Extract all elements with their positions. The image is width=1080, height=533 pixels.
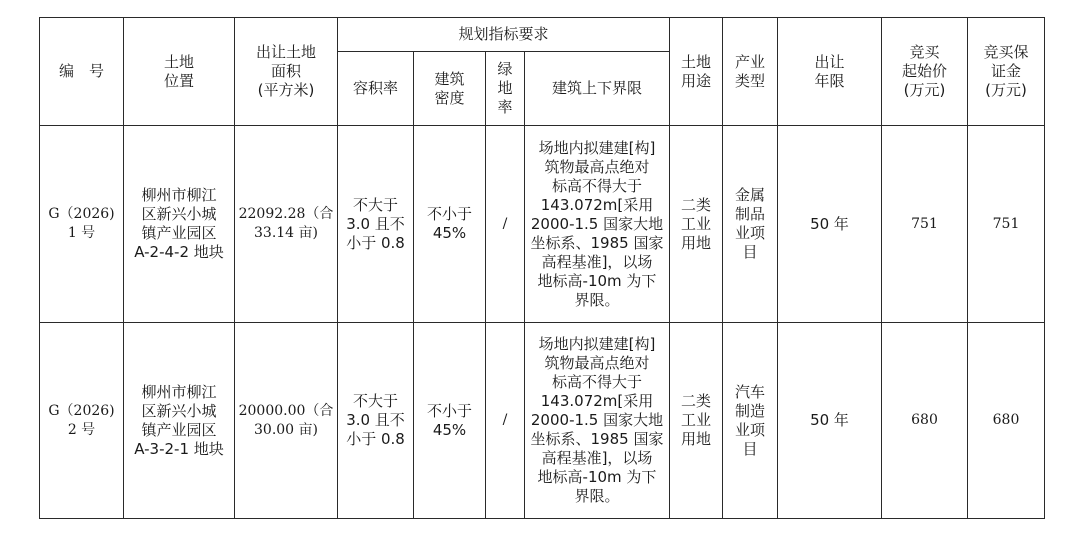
cell-density: 不小于 45% — [414, 126, 486, 323]
cell-industry: 汽车 制造 业项 目 — [723, 323, 778, 519]
header-green: 绿 地 率 — [486, 52, 525, 126]
cell-start-price: 680 — [882, 323, 968, 519]
cell-use: 二类 工业 用地 — [670, 323, 723, 519]
header-term: 出让 年限 — [778, 18, 882, 126]
cell-term: 50 年 — [778, 126, 882, 323]
cell-density: 不小于 45% — [414, 323, 486, 519]
table-row — [40, 126, 1045, 323]
table-row — [40, 323, 1045, 519]
cell-start-price: 751 — [882, 126, 968, 323]
cell-far: 不大于 3.0 且不 小于 0.8 — [338, 323, 414, 519]
land-parcel-table-wrapper — [39, 17, 1045, 519]
header-start-price: 竞买 起始价 (万元) — [882, 18, 968, 126]
cell-term: 50 年 — [778, 323, 882, 519]
cell-height: 场地内拟建建[构] 筑物最高点绝对 标高不得大于 143.072m[采用 2000-1.5 国家大地 坐标系、1985 国家 高程基准]，以场 地标高-10m 为下 界限。 — [525, 126, 670, 323]
cell-area: 20000.00（合 30.00 亩) — [235, 323, 338, 519]
header-no: 编 号 — [40, 18, 124, 126]
header-area: 出让土地 面积 (平方米) — [235, 18, 338, 126]
cell-no: G（2026) 1 号 — [40, 126, 124, 323]
header-row-1 — [40, 18, 1045, 52]
header-use: 土地 用途 — [670, 18, 723, 126]
header-height: 建筑上下界限 — [525, 52, 670, 126]
cell-no: G（2026) 2 号 — [40, 323, 124, 519]
cell-location: 柳州市柳江 区新兴小城 镇产业园区 A-2-4-2 地块 — [124, 126, 235, 323]
cell-green: / — [486, 323, 525, 519]
header-location: 土地 位置 — [124, 18, 235, 126]
land-parcel-table — [39, 17, 1045, 519]
cell-use: 二类 工业 用地 — [670, 126, 723, 323]
cell-deposit: 680 — [968, 323, 1045, 519]
cell-industry: 金属 制品 业项 目 — [723, 126, 778, 323]
cell-height: 场地内拟建建[构] 筑物最高点绝对 标高不得大于 143.072m[采用 2000-1.5 国家大地 坐标系、1985 国家 高程基准]，以场 地标高-10m 为下 界限。 — [525, 323, 670, 519]
cell-deposit: 751 — [968, 126, 1045, 323]
header-far: 容积率 — [338, 52, 414, 126]
cell-far: 不大于 3.0 且不 小于 0.8 — [338, 126, 414, 323]
header-industry: 产业 类型 — [723, 18, 778, 126]
header-planning-group: 规划指标要求 — [338, 18, 670, 52]
header-density: 建筑 密度 — [414, 52, 486, 126]
cell-green: / — [486, 126, 525, 323]
cell-location: 柳州市柳江 区新兴小城 镇产业园区 A-3-2-1 地块 — [124, 323, 235, 519]
header-deposit: 竞买保 证金 (万元) — [968, 18, 1045, 126]
cell-area: 22092.28（合 33.14 亩) — [235, 126, 338, 323]
